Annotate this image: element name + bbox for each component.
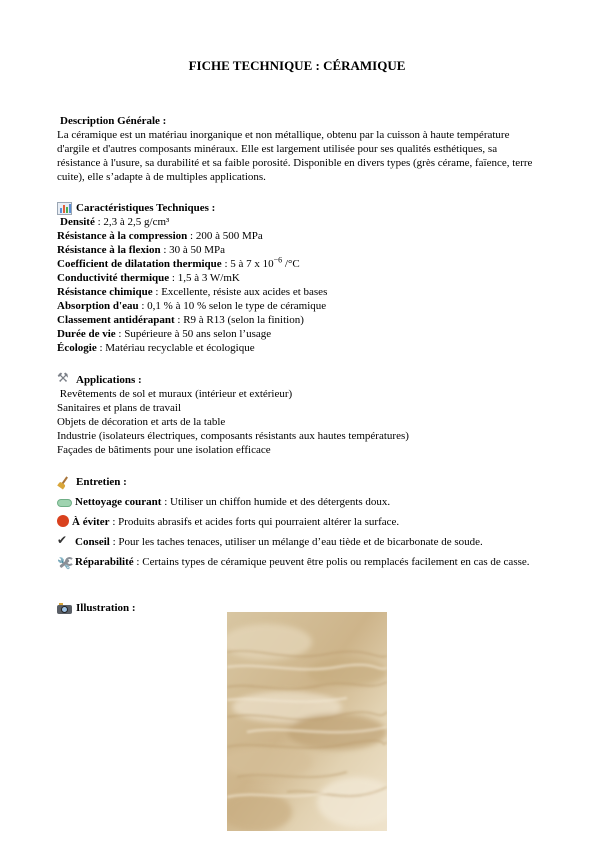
- broom-icon: [57, 476, 72, 489]
- characteristic-label: Écologie: [57, 342, 97, 354]
- illustration-heading: Illustration :: [76, 602, 136, 614]
- maintenance-label: Réparabilité: [75, 556, 134, 568]
- characteristic-value: : 30 à 50 MPa: [160, 244, 226, 256]
- ceramic-texture-image: [227, 612, 387, 831]
- characteristic-row: [57, 257, 537, 271]
- maintenance-item: [57, 555, 537, 569]
- characteristic-row: [57, 285, 537, 299]
- applications-list: [57, 387, 537, 457]
- characteristic-row: [57, 271, 537, 285]
- maintenance-list: [57, 495, 537, 569]
- wrench-icon: [57, 557, 72, 569]
- characteristic-label: Résistance à la flexion: [57, 244, 161, 256]
- characteristic-label: Coefficient de dilatation thermique: [57, 258, 222, 270]
- characteristics-section: [57, 201, 537, 355]
- characteristic-label: Résistance à la compression: [57, 230, 188, 242]
- maintenance-text: : Certains types de céramique peuvent être polis ou remplacés facilement en cas de casse.: [133, 556, 530, 568]
- bar-chart-icon: [57, 202, 72, 215]
- characteristic-value: : Supérieure à 50 ans selon l’usage: [115, 328, 272, 340]
- application-item: Objets de décoration et arts de la table: [57, 416, 226, 428]
- characteristics-list: [57, 215, 537, 355]
- maintenance-heading-row: [57, 475, 537, 489]
- characteristic-label: Densité: [60, 216, 95, 228]
- characteristics-heading: Caractéristiques Techniques :: [76, 202, 216, 214]
- application-item: Sanitaires et plans de travail: [57, 402, 182, 414]
- applications-heading-row: [57, 373, 537, 387]
- maintenance-text: : Utiliser un chiffon humide et des détergents doux.: [161, 496, 391, 508]
- characteristic-exponent: −6: [273, 255, 283, 265]
- characteristic-row: [57, 215, 537, 229]
- application-item: Revêtements de sol et muraux (intérieur et extérieur): [57, 388, 293, 400]
- maintenance-item: [57, 495, 537, 509]
- characteristic-row: [57, 243, 537, 257]
- characteristic-value: : R9 à R13 (selon la finition): [174, 314, 304, 326]
- characteristic-row: [57, 229, 537, 243]
- characteristic-label: Durée de vie: [57, 328, 116, 340]
- applications-section: [57, 373, 537, 457]
- characteristic-value: : 1,5 à 3 W/mK: [169, 272, 240, 284]
- maintenance-heading: Entretien :: [76, 476, 127, 488]
- stop-icon: [57, 515, 69, 527]
- characteristic-row: [57, 341, 537, 355]
- maintenance-label: Conseil: [75, 536, 110, 548]
- characteristics-heading-row: [57, 201, 537, 215]
- maintenance-label: À éviter: [72, 516, 110, 528]
- maintenance-item: [57, 515, 537, 529]
- characteristic-row: [57, 327, 537, 341]
- camera-icon: [57, 605, 72, 614]
- characteristic-label: Absorption d'eau: [57, 300, 139, 312]
- maintenance-section: [57, 475, 537, 569]
- applications-heading: Applications :: [76, 374, 142, 386]
- characteristic-value: : 5 à 7 x 10: [221, 258, 274, 270]
- maintenance-item: [57, 535, 537, 549]
- characteristic-label: Résistance chimique: [57, 286, 153, 298]
- maintenance-text: : Pour les taches tenaces, utiliser un mélange d’eau tiède et de bicarbonate de soude.: [109, 536, 483, 548]
- characteristic-value: : 0,1 % à 10 % selon le type de céramique: [138, 300, 327, 312]
- characteristic-label: Classement antidérapant: [57, 314, 175, 326]
- characteristic-label: Conductivité thermique: [57, 272, 170, 284]
- characteristic-row: [57, 299, 537, 313]
- application-item: Industrie (isolateurs électriques, composants résistants aux hautes températures): [57, 430, 409, 442]
- ceramic-texture-svg: [227, 612, 387, 831]
- soap-icon: [57, 499, 72, 507]
- application-item: Façades de bâtiments pour une isolation efficace: [57, 444, 271, 456]
- description-heading: Description Générale :: [60, 115, 167, 127]
- characteristic-value: : Excellente, résiste aux acides et bases: [152, 286, 328, 298]
- hammer-wrench-icon: [57, 374, 72, 387]
- description-text: La céramique est un matériau inorganique et non métallique, obtenu par la cuisson à haute température d'argile et d'autres composants minéraux. Elle est largement utilisée pour ses qualités esthétiques, sa résistance à l'usure, sa durabilité et sa faible porosité. Disponible en divers types (grès cérame, faïence, terre cuite), elle s’adapte à de multiples applications.: [57, 129, 533, 183]
- characteristic-value: : 2,3 à 2,5 g/cm³: [94, 216, 170, 228]
- characteristic-unit: /°C: [282, 258, 300, 270]
- page-title: FICHE TECHNIQUE : CÉRAMIQUE: [188, 58, 406, 73]
- characteristic-value: : Matériau recyclable et écologique: [96, 342, 255, 354]
- description-section: [57, 114, 537, 184]
- check-icon: [57, 535, 72, 547]
- maintenance-text: : Produits abrasifs et acides forts qui pourraient altérer la surface.: [109, 516, 400, 528]
- maintenance-label: Nettoyage courant: [75, 496, 162, 508]
- characteristic-value: : 200 à 500 MPa: [187, 230, 263, 242]
- characteristic-row: [57, 313, 537, 327]
